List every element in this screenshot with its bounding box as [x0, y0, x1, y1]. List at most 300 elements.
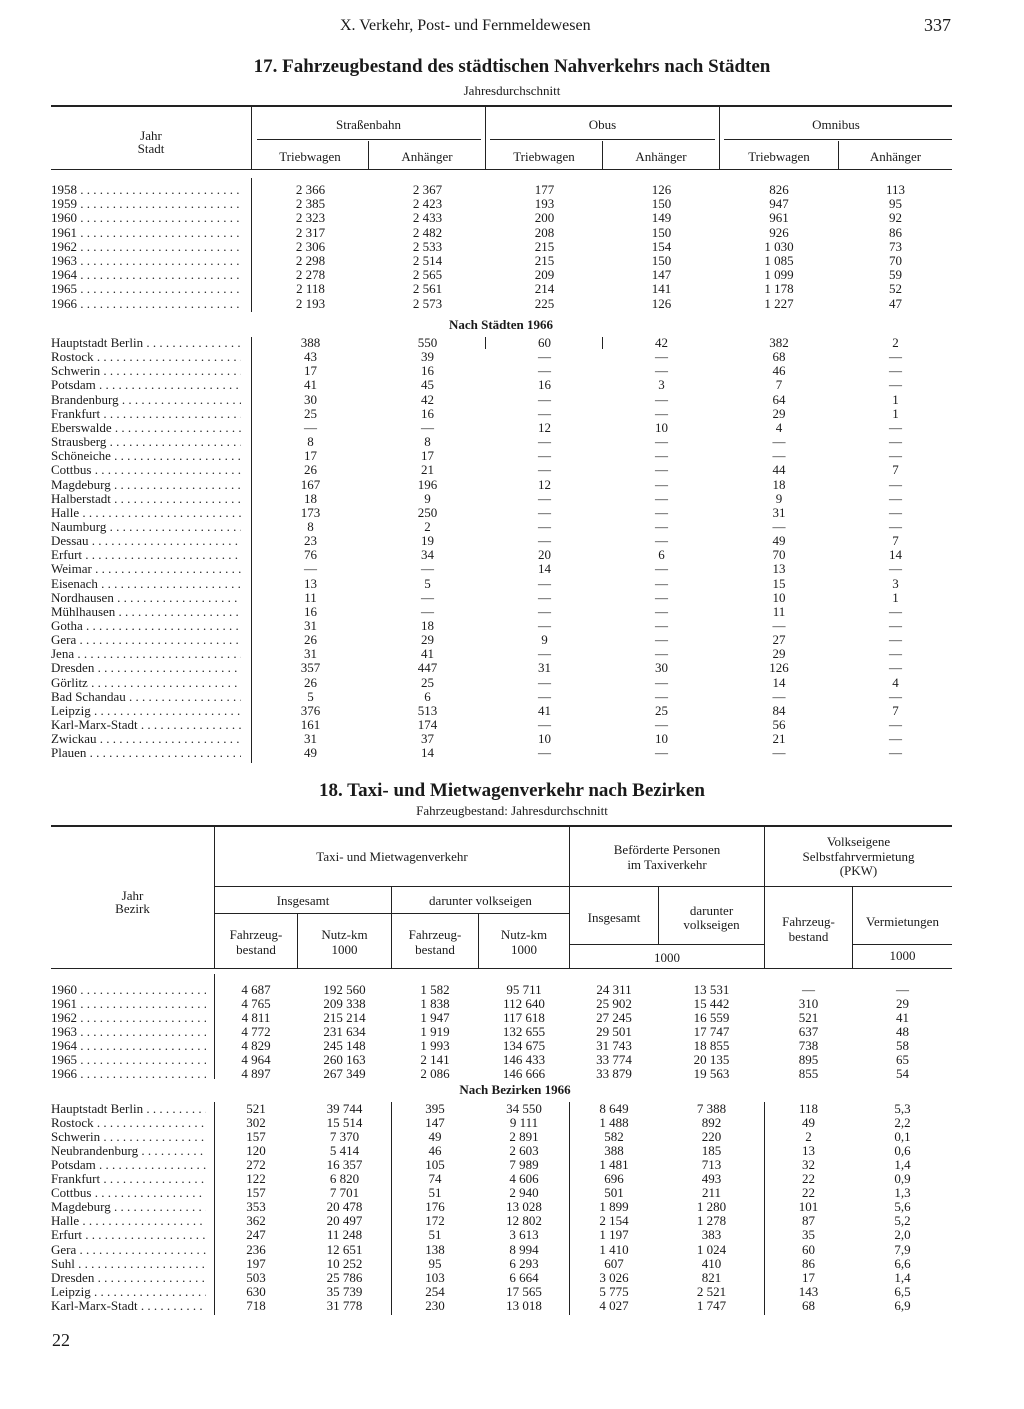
t18-district-row-label: Erfurt . . .: [51, 1228, 206, 1242]
page-number: 337: [924, 15, 951, 35]
t17-city-row-cell: 376: [300, 702, 321, 718]
t17-city-row-cell: 11: [772, 603, 786, 619]
t17-city-row: [51, 378, 952, 392]
t17-city-row-cell: 11: [304, 589, 317, 605]
t17-city-row-cell: —: [889, 717, 902, 733]
t17-city-row: [51, 393, 952, 407]
t18-district-row-cell: 220: [701, 1129, 722, 1145]
t17-city-row-cell: 31: [304, 646, 317, 662]
t17-year-row-cell: 947: [769, 196, 789, 212]
t18-district-row: [51, 1116, 952, 1130]
t18-district-row-cell: 2,2: [894, 1115, 911, 1131]
t17-city-row-cell: —: [538, 434, 551, 450]
t17-city-row-cell: —: [421, 419, 434, 435]
t18-year-row-cell: 4 811: [241, 1010, 271, 1025]
t18-year-row-cell: 20 135: [693, 1052, 730, 1067]
t17-city-row-cell: 513: [417, 702, 438, 718]
t18-district-row-cell: 696: [604, 1171, 624, 1187]
t17-year-row-cell: 209: [534, 267, 555, 283]
t17-year-row-cell: 70: [889, 253, 902, 268]
t17-city-row-cell: 41: [421, 646, 434, 662]
t17-year-row-label: 1962 . . .: [51, 240, 241, 254]
t18-district-row: [51, 1299, 952, 1313]
t18-district-row-cell: 105: [425, 1157, 445, 1173]
t17-city-row-cell: —: [538, 391, 551, 407]
t17-city-row-cell: —: [772, 688, 786, 704]
t17-city-row-cell: 126: [769, 660, 789, 676]
t18-year-row-cell: 41: [896, 1010, 909, 1025]
t18-district-row-cell: 1 747: [696, 1297, 727, 1313]
t17-city-row-cell: —: [538, 717, 551, 733]
t18-district-row-cell: 17 565: [506, 1283, 542, 1299]
t18-district-row-cell: 236: [246, 1241, 266, 1257]
table17-section-label: Nach Städten 1966: [448, 317, 553, 332]
t17-year-row-cell: 2 514: [412, 253, 443, 268]
t18-district-row-label: Leipzig . . .: [51, 1285, 206, 1299]
t18-year-row-cell: 25 902: [596, 996, 632, 1011]
t18-group-taxi: Taxi- und Mietwagenverkehr: [316, 849, 468, 864]
t17-city-row-cell: 34: [421, 547, 434, 563]
t17-city-row-cell: —: [889, 660, 902, 676]
t18-district-row-cell: 1,4: [894, 1269, 911, 1285]
t18-district-row-cell: 51: [428, 1185, 442, 1201]
t18-hline-2: [214, 913, 569, 914]
t18-district-row-cell: 13: [802, 1143, 815, 1159]
t17-city-row-label: Schöneiche . . .: [51, 449, 241, 463]
t17-city-row-cell: 25: [304, 405, 317, 421]
t17-header-bottom-rule: [51, 169, 952, 170]
t17-city-row-cell: —: [538, 363, 551, 379]
t18-district-row-cell: 521: [246, 1101, 266, 1116]
t17-city-row-cell: 30: [655, 660, 668, 676]
t17-city-row-cell: —: [655, 717, 668, 733]
t18-district-row-cell: 2 940: [509, 1185, 539, 1201]
chapter-header: X. Verkehr, Post- und Fernmeldewesen: [340, 17, 591, 34]
t17-city-row-cell: 13: [772, 561, 786, 577]
t17-city-row-cell: 7: [892, 702, 899, 718]
t17-city-row-cell: —: [421, 561, 434, 577]
t17-city-row-label: Frankfurt . . .: [51, 407, 241, 421]
t17-city-row-cell: 26: [304, 632, 317, 648]
t18-district-row-cell: 362: [246, 1213, 266, 1229]
t18-col-nutz-2b: 1000: [511, 942, 537, 957]
t17-city-row-cell: —: [889, 490, 902, 506]
t18-year-row-cell: 31 743: [596, 1038, 632, 1053]
t18-year-row-cell: 146 666: [502, 1066, 546, 1081]
table17-subtitle: Jahresdurchschnitt: [463, 83, 561, 98]
t17-city-row-cell: —: [538, 349, 551, 365]
t18-district-row-cell: 8 994: [509, 1241, 539, 1257]
t17-year-row-cell: 2 278: [295, 267, 326, 283]
t17-city-row-cell: —: [421, 589, 434, 605]
t18-year-row-cell: 33 774: [596, 1052, 632, 1067]
t17-city-row-cell: —: [655, 561, 668, 577]
t18-district-row-label: Dresden . . .: [51, 1271, 206, 1285]
t18-district-row-cell: 247: [246, 1227, 266, 1243]
t17-city-row-cell: 9: [424, 490, 431, 506]
t18-year-row-cell: 4 964: [241, 1052, 271, 1067]
t17-year-row-cell: 95: [889, 196, 902, 212]
t17-city-row-cell: —: [655, 688, 668, 704]
t18-district-row-cell: 185: [701, 1143, 722, 1159]
t17-year-row-label: 1965 . . .: [51, 282, 241, 296]
t17-year-row-cell: 2 433: [412, 210, 443, 226]
t18-district-row-cell: 12 651: [326, 1241, 363, 1257]
t17-city-row-label: Zwickau . . .: [51, 732, 241, 746]
t17-year-row-cell: 1 085: [764, 253, 794, 268]
t17-city-row-cell: 4: [892, 674, 899, 690]
table18-section-label: Nach Bezirken 1966: [459, 1082, 571, 1097]
t17-year-row-cell: 208: [534, 224, 555, 240]
t17-city-row: [51, 435, 952, 449]
t17-city-row-label: Plauen . . .: [51, 746, 241, 760]
t17-year-row-cell: 2 482: [412, 224, 443, 240]
t17-city-row-cell: 10: [772, 589, 786, 605]
t18-district-row-cell: 302: [246, 1115, 266, 1131]
t17-city-row-cell: 31: [304, 618, 317, 633]
t18-district-row-label: Magdeburg . . .: [51, 1200, 206, 1214]
t18-district-row-cell: 3 026: [599, 1269, 629, 1285]
t17-city-row: [51, 732, 952, 746]
t17-city-row-cell: —: [889, 419, 902, 435]
t17-city-row-cell: 3: [892, 575, 899, 591]
t17-city-row-cell: —: [655, 405, 668, 421]
t17-year-row: [51, 297, 952, 311]
t17-city-row-cell: —: [538, 490, 551, 506]
t17-city-row-cell: —: [655, 391, 668, 407]
t17-city-row-cell: —: [538, 688, 551, 704]
t17-city-row: [51, 350, 952, 364]
t17-city-row-cell: 4: [775, 419, 783, 435]
t18-year-row-cell: 19 563: [693, 1066, 730, 1081]
t17-city-row-cell: —: [538, 674, 551, 690]
t17-year-row-cell: 215: [534, 253, 555, 268]
t17-year-row-label: 1966 . . .: [51, 297, 241, 311]
t17-city-row-label: Dessau . . .: [51, 534, 241, 548]
t18-year-row-cell: 4 829: [241, 1038, 271, 1053]
t18-col-vse-fzb-b: bestand: [788, 929, 829, 944]
t18-col-bef-darunter-a: darunter: [689, 903, 734, 918]
t18-group-vse-3: (PKW): [839, 863, 878, 878]
t18-district-row-cell: 6,9: [894, 1297, 911, 1313]
t17-group-underline-2: [490, 139, 715, 140]
t18-district-row: [51, 1257, 952, 1271]
t17-city-row-cell: 174: [417, 717, 438, 733]
footer-page-code: 22: [52, 1330, 70, 1350]
t17-year-row-cell: 2 367: [412, 182, 443, 197]
t17-col-anhaenger-2: Anhänger: [635, 149, 687, 164]
t17-year-row-label: 1963 . . .: [51, 254, 241, 268]
t17-city-row-label: Leipzig . . .: [51, 704, 241, 718]
t17-col-triebwagen-2: Triebwagen: [513, 149, 575, 164]
t17-city-row-cell: —: [889, 603, 902, 619]
t17-year-row-cell: 2 423: [412, 196, 443, 212]
t17-year-row-cell: 961: [769, 210, 789, 226]
t18-year-row-cell: 4 687: [241, 982, 271, 997]
t17-city-row-cell: —: [772, 618, 786, 633]
t17-city-row-cell: 31: [304, 731, 317, 747]
t18-col-vermietungen: Vermietungen: [866, 914, 939, 929]
t17-city-row-cell: —: [889, 646, 902, 662]
t18-year-row-cell: 310: [798, 996, 819, 1011]
t17-col-triebwagen-3: Triebwagen: [748, 149, 810, 164]
t17-city-row-cell: 70: [772, 547, 786, 563]
t18-year-row-label: 1965 . . .: [51, 1053, 206, 1067]
t17-city-row-cell: 41: [538, 702, 551, 718]
t18-district-row-cell: 1 488: [599, 1115, 629, 1131]
t18-year-row-cell: 637: [798, 1024, 819, 1039]
t17-year-row: [51, 268, 952, 282]
t18-district-row-label: Frankfurt . . .: [51, 1172, 206, 1186]
t17-city-row-cell: 7: [892, 462, 899, 478]
t17-city-row: [51, 520, 952, 534]
t17-city-row-label: Jena . . .: [51, 647, 241, 661]
t18-year-row-cell: 215 214: [323, 1010, 366, 1025]
t18-district-row-cell: 143: [798, 1283, 819, 1299]
t17-city-row-cell: 14: [421, 745, 434, 761]
t17-city-row-cell: 42: [655, 335, 668, 350]
t17-city-row-label: Erfurt . . .: [51, 548, 241, 562]
t18-district-row: [51, 1186, 952, 1200]
t18-district-row-cell: 10 252: [326, 1255, 363, 1271]
t18-district-row-label: Schwerin . . .: [51, 1130, 206, 1144]
t18-header-bottom-rule: [51, 968, 952, 969]
t17-city-row-cell: —: [538, 518, 551, 534]
t17-city-row-cell: —: [889, 434, 902, 450]
t18-district-row-label: Gera . . .: [51, 1243, 206, 1257]
t17-city-row-label: Naumburg . . .: [51, 520, 241, 534]
t17-year-row-cell: 2 317: [295, 224, 326, 240]
t17-city-row-cell: —: [772, 448, 786, 464]
t17-year-row-label: 1961 . . .: [51, 226, 241, 240]
t18-col-fzb-2a: Fahrzeug-: [408, 927, 462, 942]
t17-city-row: [51, 364, 952, 378]
t18-district-row-label: Hauptstadt Berlin . . .: [51, 1102, 206, 1116]
t17-year-row: [51, 183, 952, 197]
t17-city-row-cell: 21: [421, 462, 434, 478]
t18-year-row-cell: 1 582: [420, 982, 450, 997]
t17-city-row-cell: 18: [421, 618, 434, 633]
t18-district-row-cell: 1 410: [599, 1241, 629, 1257]
t18-district-row-cell: 0,1: [894, 1129, 911, 1145]
t18-year-row-cell: 1 993: [420, 1038, 450, 1053]
t18-district-row-cell: 35 739: [326, 1283, 363, 1299]
t17-year-row-cell: 113: [885, 182, 906, 197]
t18-year-row-cell: 112 640: [503, 996, 545, 1011]
t18-district-row-cell: 25 786: [326, 1269, 363, 1285]
t18-district-row-cell: 4 606: [509, 1171, 539, 1187]
t17-city-row-cell: 2: [424, 518, 431, 534]
t18-year-row-cell: 267 349: [323, 1066, 366, 1081]
t17-city-row-label: Hauptstadt Berlin . . .: [51, 336, 241, 350]
t17-year-row: [51, 254, 952, 268]
t17-city-row-cell: 6: [424, 688, 431, 704]
t17-city-row-label: Halle . . .: [51, 506, 241, 520]
t17-city-row-cell: 196: [417, 476, 438, 492]
t18-district-row-cell: 17: [802, 1269, 815, 1285]
t18-year-row-cell: 4 897: [241, 1066, 271, 1081]
t17-city-row: [51, 562, 952, 576]
t17-city-row-cell: —: [889, 476, 902, 492]
t17-city-row-cell: 12: [538, 476, 551, 492]
t17-city-row: [51, 647, 952, 661]
t18-district-row-label: Suhl . . .: [51, 1257, 206, 1271]
t18-district-row-cell: 87: [802, 1213, 815, 1229]
t17-city-row-cell: 84: [772, 702, 786, 718]
t18-district-row-cell: 20 478: [326, 1199, 363, 1215]
t17-city-row-cell: 161: [300, 717, 321, 733]
t17-city-row-cell: 9: [541, 632, 548, 648]
table17-stub-header-year: Jahr: [140, 128, 162, 143]
t17-year-row-cell: 59: [889, 267, 902, 283]
t18-year-row-label: 1961 . . .: [51, 997, 206, 1011]
t17-col-anhaenger-3: Anhänger: [869, 149, 922, 164]
t17-city-row: [51, 591, 952, 605]
t17-year-row-cell: 147: [651, 267, 672, 283]
t17-city-row-cell: 14: [772, 674, 786, 690]
t17-city-row: [51, 704, 952, 718]
t17-year-row-cell: 193: [534, 196, 555, 212]
t17-city-row-label: Weimar . . .: [51, 562, 241, 576]
t17-city-row-cell: 16: [304, 603, 317, 619]
t18-district-row: [51, 1243, 952, 1257]
t17-city-row-label: Gotha . . .: [51, 619, 241, 633]
t18-district-row-cell: 86: [802, 1255, 815, 1271]
t17-city-row-cell: 41: [304, 377, 317, 393]
t18-year-row-cell: 117 618: [503, 1010, 545, 1025]
t18-district-row: [51, 1172, 952, 1186]
t17-city-row-cell: 10: [655, 731, 668, 747]
t18-year-row-cell: 95 711: [506, 982, 542, 997]
t18-district-row-cell: 15 514: [326, 1115, 363, 1131]
t18-district-row-cell: 0,9: [894, 1171, 911, 1187]
t17-city-row-cell: —: [655, 618, 668, 633]
t17-year-row-cell: 225: [534, 295, 555, 311]
t17-city-row: [51, 449, 952, 463]
t17-city-row-label: Cottbus . . .: [51, 463, 241, 477]
t18-district-row-cell: 6 293: [509, 1255, 539, 1271]
t17-city-row-cell: —: [655, 504, 668, 520]
t17-year-row: [51, 282, 952, 296]
t18-district-row-cell: 6,6: [894, 1255, 911, 1271]
t18-district-row-cell: 147: [425, 1115, 445, 1131]
t17-city-row-cell: 56: [772, 717, 786, 733]
t17-year-row-cell: 2 193: [295, 295, 326, 311]
t18-district-row-cell: 2 603: [509, 1143, 539, 1159]
t18-year-row-cell: 29 501: [596, 1024, 632, 1039]
t17-city-row-cell: 447: [417, 660, 438, 676]
t18-district-row-cell: 7 388: [696, 1101, 727, 1116]
t18-district-row-cell: 16 357: [326, 1157, 363, 1173]
t17-city-row-cell: 3: [658, 377, 665, 393]
t18-year-row-cell: 521: [798, 1010, 819, 1025]
t18-district-row-cell: 12 802: [506, 1213, 542, 1229]
t17-city-row-cell: 13: [304, 575, 317, 591]
t17-city-row-cell: —: [655, 363, 668, 379]
t17-year-row-cell: 92: [889, 210, 902, 226]
t17-group-omnibus: Omnibus: [812, 117, 860, 132]
t18-district-row-cell: 2,0: [894, 1227, 911, 1243]
t18-year-row-cell: 245 148: [323, 1038, 366, 1053]
t18-district-row-cell: 1 024: [696, 1241, 727, 1257]
t17-city-row: [51, 336, 952, 350]
t18-year-row-cell: 855: [798, 1066, 819, 1081]
t18-district-row-cell: 13 018: [506, 1297, 542, 1313]
t17-city-row-cell: 68: [772, 349, 786, 365]
t18-year-row: [51, 1053, 952, 1067]
t18-year-row-cell: 16 559: [693, 1010, 730, 1025]
t17-city-row: [51, 633, 952, 647]
t18-year-row-cell: 231 634: [323, 1024, 366, 1039]
t17-year-row-cell: 141: [651, 281, 672, 297]
t18-district-row-cell: 34 550: [506, 1101, 542, 1116]
t18-district-row: [51, 1200, 952, 1214]
t17-city-row-cell: 357: [300, 660, 321, 676]
t18-district-row-cell: 118: [798, 1101, 819, 1116]
t18-year-row: [51, 997, 952, 1011]
t17-year-row-cell: 215: [534, 238, 555, 254]
t18-year-row-cell: 27 245: [596, 1010, 632, 1025]
t17-year-row-cell: 826: [769, 182, 789, 197]
t18-district-row-cell: 388: [604, 1143, 624, 1159]
t17-city-row-cell: 17: [304, 363, 317, 379]
t18-district-row-cell: 2 154: [599, 1213, 629, 1229]
t17-city-row-cell: —: [889, 632, 902, 648]
t17-city-row-label: Görlitz . . .: [51, 676, 241, 690]
t18-district-row-cell: 9 111: [509, 1115, 539, 1131]
t17-city-row-cell: —: [304, 419, 317, 435]
t18-group-bef-2: im Taxiverkehr: [627, 857, 707, 872]
t17-year-row-cell: 2 298: [295, 253, 326, 268]
t18-district-row: [51, 1228, 952, 1242]
t18-year-row-cell: 4 772: [241, 1024, 271, 1039]
t18-district-row-cell: 1 278: [696, 1213, 727, 1229]
t18-district-row-cell: 2 891: [509, 1129, 539, 1145]
t17-city-row-cell: 29: [421, 632, 434, 648]
t17-city-row-cell: 167: [300, 476, 321, 492]
t18-group-vse-1: Volkseigene: [826, 834, 891, 849]
t18-district-row: [51, 1271, 952, 1285]
t17-city-row-label: Strausberg . . .: [51, 435, 241, 449]
t17-city-row-cell: 15: [772, 575, 786, 591]
t18-district-row-cell: 6,5: [894, 1283, 911, 1299]
t18-year-row-cell: 1 838: [420, 996, 450, 1011]
table18-stub-header-year: Jahr: [121, 888, 144, 903]
t17-city-row-label: Magdeburg . . .: [51, 478, 241, 492]
t18-district-row-cell: 2: [805, 1129, 812, 1145]
t18-group-vse-2: Selbstfahrvermietung: [802, 849, 915, 864]
t18-year-row: [51, 983, 952, 997]
t18-year-row-cell: 192 560: [323, 982, 366, 997]
t17-year-row-cell: 2 561: [412, 281, 443, 297]
t18-district-row-cell: 410: [701, 1255, 722, 1271]
t18-district-row-cell: 1,3: [894, 1185, 911, 1201]
t17-year-row-cell: 73: [889, 238, 902, 254]
t17-city-row-cell: —: [655, 476, 668, 492]
t18-hline-unit-vse: [852, 944, 952, 945]
t17-city-row-cell: 2: [892, 335, 899, 350]
t18-district-row-cell: 718: [246, 1297, 266, 1313]
t17-city-row: [51, 577, 952, 591]
t17-city-row: [51, 407, 952, 421]
t17-city-row-cell: 25: [421, 674, 434, 690]
t17-year-row-cell: 1 178: [764, 281, 794, 297]
t17-group-underline-1: [257, 139, 481, 140]
t17-year-row-cell: 2 306: [295, 238, 326, 254]
t18-year-row-cell: 260 163: [323, 1052, 366, 1067]
t18-year-row-cell: 54: [896, 1066, 909, 1081]
t18-year-row-cell: 1 947: [420, 1010, 450, 1025]
